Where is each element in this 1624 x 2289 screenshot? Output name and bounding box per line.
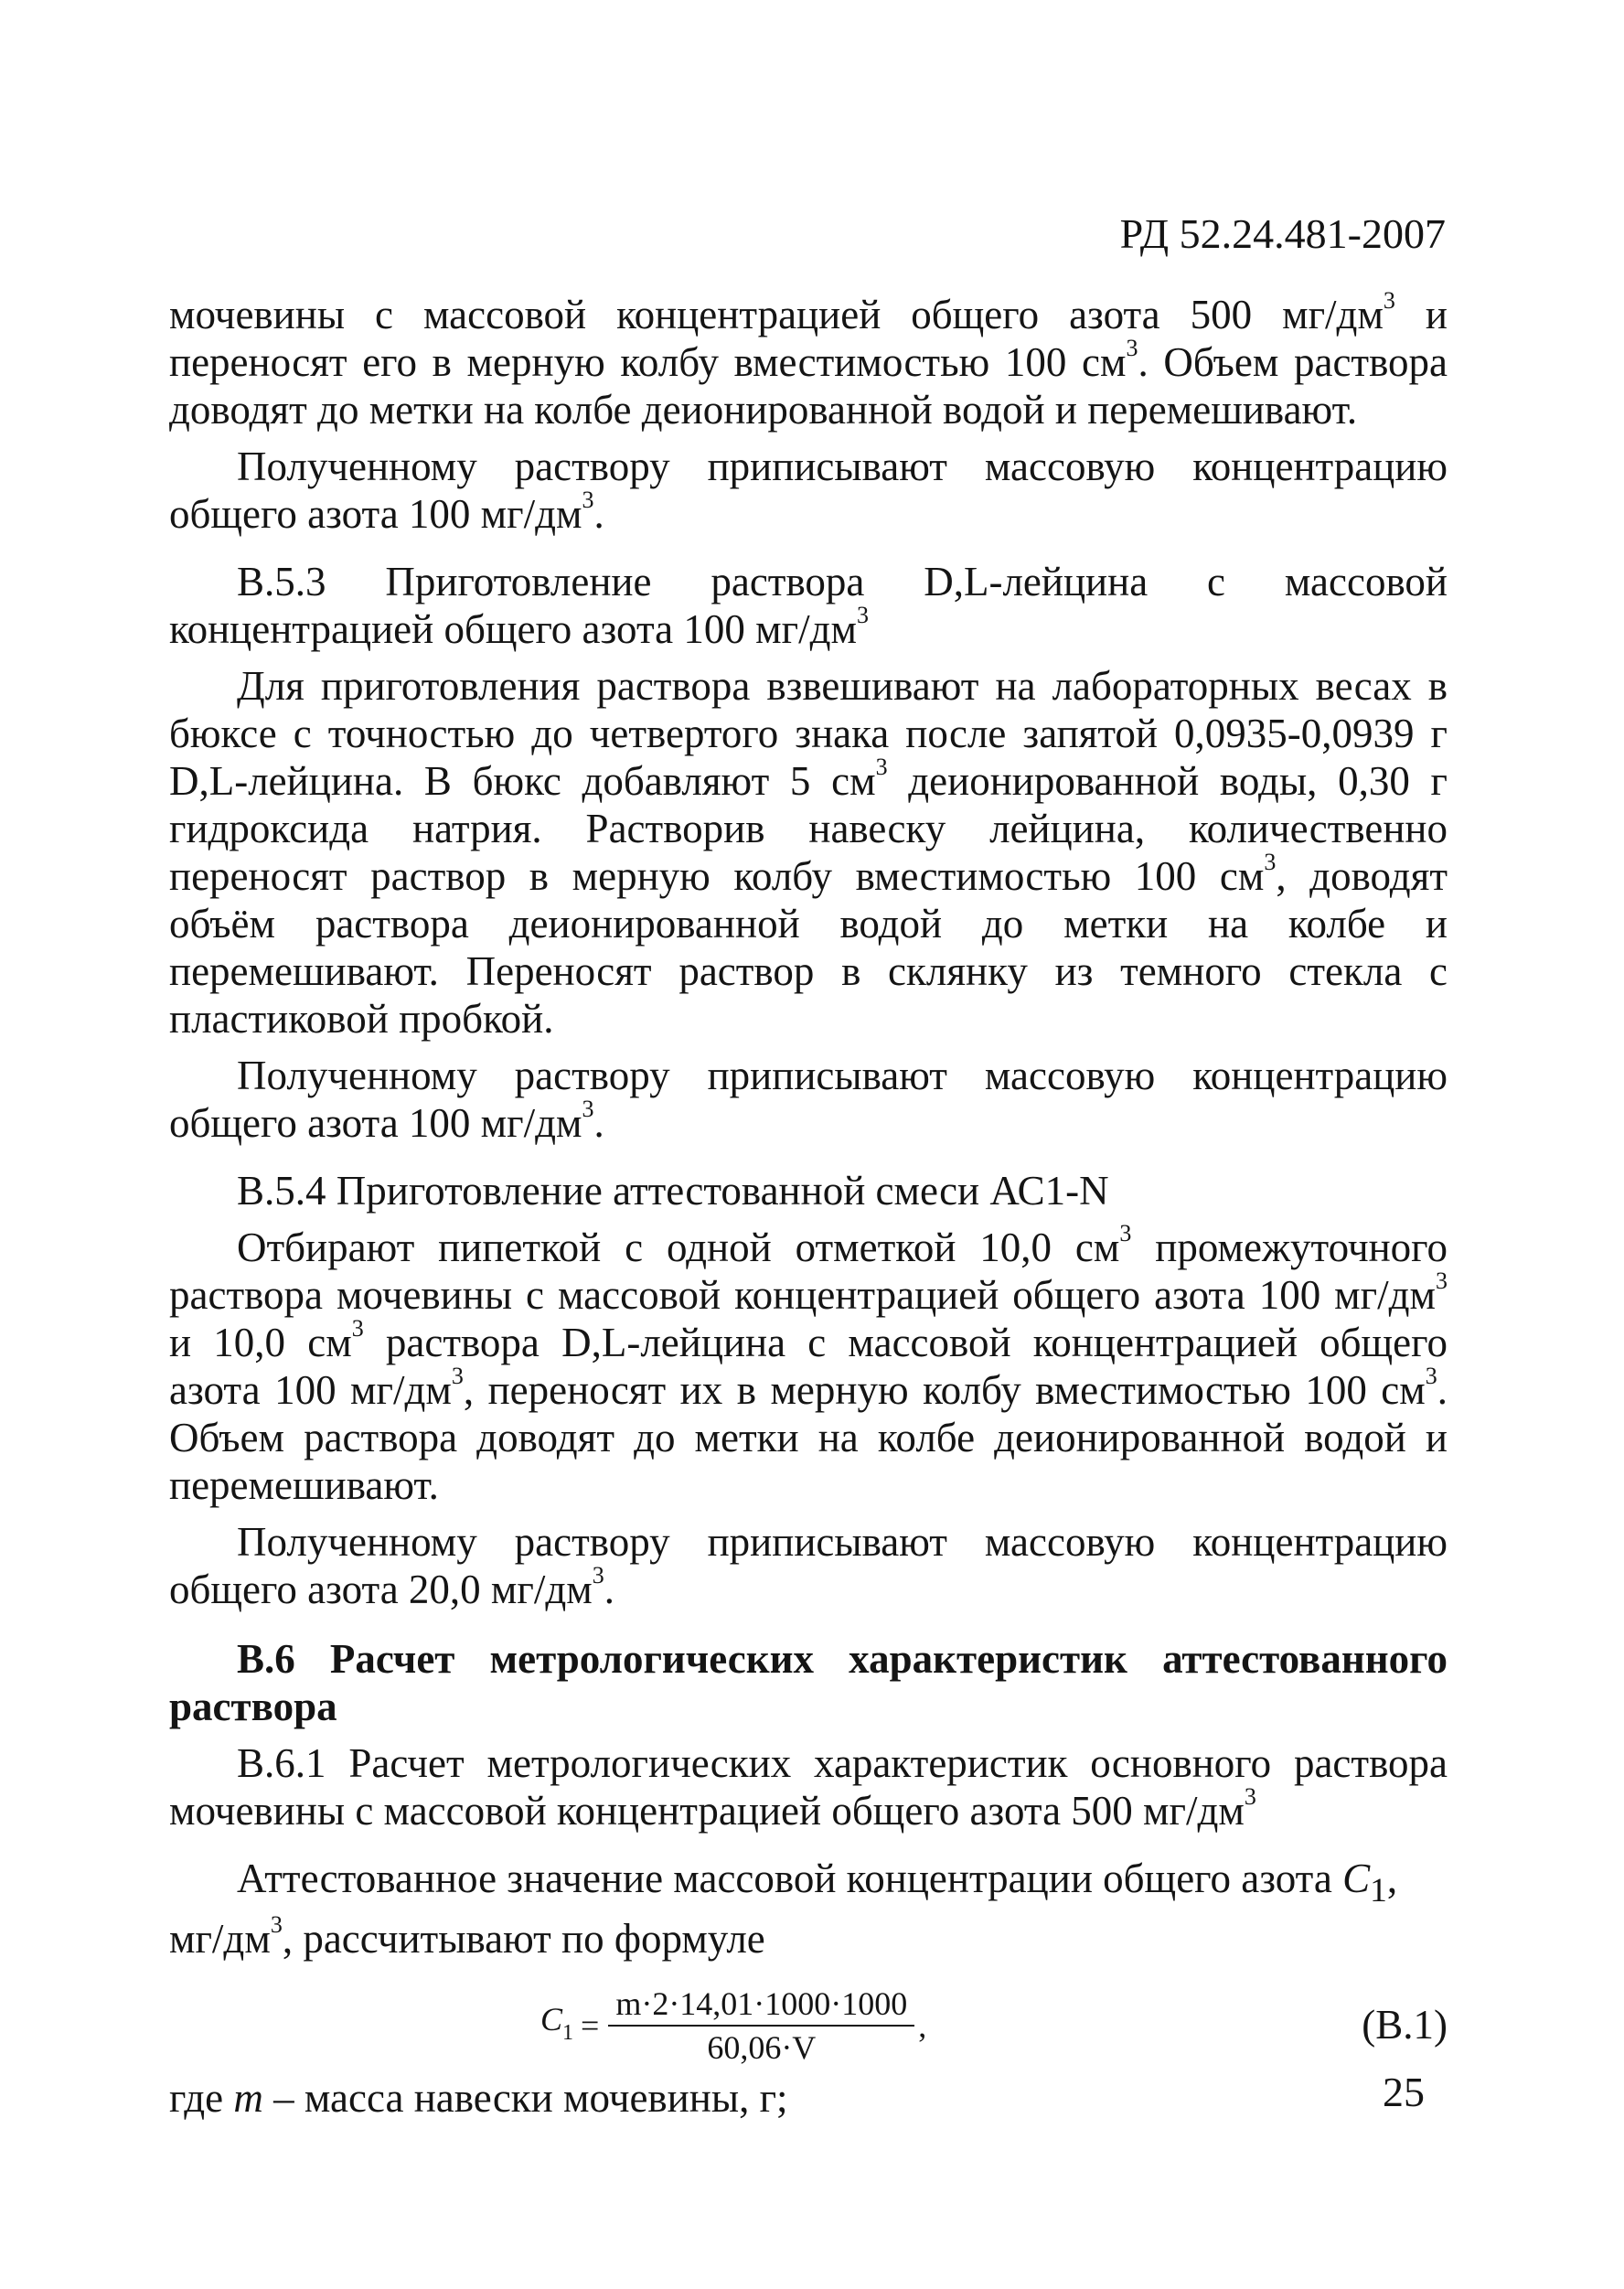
text-run: , доводят объём раствора деионированной водой до метки на колбе и перемешивают. Переносят раствор в склянку из темного стекла с пластиковой пробкой. <box>169 853 1448 1042</box>
formula-comma: , <box>918 2007 927 2044</box>
subscript: 1 <box>1370 1872 1387 1909</box>
document-code: РД 52.24.481-2007 <box>1119 210 1446 257</box>
formula-number: (В.1) <box>1362 2002 1448 2048</box>
superscript: 3 <box>1436 1268 1448 1294</box>
text-run: Полученному раствору приписывают массовую концентрацию общего азота 100 мг/дм <box>169 1053 1448 1146</box>
superscript: 3 <box>582 1096 594 1122</box>
text-run: раствора D,L-лейцина с массовой концентрацией общего азота 100 мг/дм <box>169 1320 1448 1413</box>
subsection-heading-b53 <box>169 558 1448 653</box>
superscript: 3 <box>1119 1220 1132 1246</box>
text-run: . Объем раствора доводят до метки на колбе деионированной водой и перемешивают. <box>169 339 1448 433</box>
paragraph-continuation <box>169 287 1448 433</box>
paragraph-b53-result <box>169 1052 1448 1147</box>
text-run: Полученному раствору приписывают массовую концентрацию общего азота 20,0 мг/дм <box>169 1519 1448 1612</box>
heading-text: В.6.1 Расчет метрологических характеристик основного раствора мочевины с массовой концентрацией общего азота 500 мг/дм <box>169 1740 1448 1834</box>
text-run: и переносят его в мерную колбу вместимостью 100 см <box>169 292 1448 385</box>
formula-row <box>169 1979 1448 2074</box>
subscript: 1 <box>562 2020 574 2045</box>
text-run: . <box>604 1567 614 1612</box>
paragraph-b61-intro <box>169 1855 1448 1915</box>
text-run: мочевины с массовой концентрацией общего азота 500 мг/дм <box>169 292 1384 337</box>
formula-variable: C <box>540 2000 563 2038</box>
formula-denominator: 60,06·V <box>707 2029 817 2066</box>
text-run: Аттестованное значение массовой концентрации общего азота <box>237 1856 1343 1901</box>
superscript: 3 <box>351 1315 364 1342</box>
subsection-heading-b61 <box>169 1739 1448 1834</box>
text-run: . Объем раствора доводят до метки на колбе деионированной водой и перемешивают. <box>169 1367 1448 1508</box>
text-run: Полученному раствору приписывают массовую концентрацию общего азота 100 мг/дм <box>169 444 1448 537</box>
text-run: Для приготовления раствора взвешивают на лабораторных весах в бюксе с точностью до четвертого знака после запятой 0,0935-0,0939 г D,L-лейцина. В бюкс добавляют 5 см <box>169 663 1448 804</box>
superscript: 3 <box>270 1911 283 1938</box>
superscript: 3 <box>1264 849 1277 875</box>
superscript: 3 <box>875 754 888 780</box>
text-run: где <box>169 2075 234 2121</box>
formula-b1 <box>540 1984 926 2067</box>
text-run: , рассчитывают по формуле <box>282 1916 765 1962</box>
superscript: 3 <box>856 602 869 628</box>
text-run: промежуточного раствора мочевины с массовой концентрацией общего азота 100 мг/дм <box>169 1225 1448 1318</box>
text-run: мг/дм <box>169 1916 271 1962</box>
paragraph-b53-procedure <box>169 662 1448 1043</box>
paragraph-b54-procedure <box>169 1220 1448 1509</box>
text-run: . <box>593 1100 604 1146</box>
paragraph-b54-result <box>169 1518 1448 1613</box>
formula-equals: = <box>581 2007 600 2044</box>
superscript: 3 <box>451 1363 464 1389</box>
variable: C <box>1342 1856 1371 1901</box>
superscript: 3 <box>592 1562 604 1588</box>
paragraph-result <box>169 443 1448 538</box>
text-run: . <box>593 491 604 537</box>
paragraph-where <box>169 2074 1448 2122</box>
variable: m <box>233 2075 263 2121</box>
text-run: Отбирают пипеткой с одной отметкой 10,0 см <box>237 1225 1120 1270</box>
section-title-b6: В.6 Расчет метрологических характеристик аттестованного раствора <box>169 1636 1448 1729</box>
superscript: 3 <box>582 487 594 513</box>
text-run: – масса навески мочевины, г; <box>262 2075 788 2121</box>
heading-text: В.5.4 Приготовление аттестованной смеси АС1-N <box>237 1168 1109 1214</box>
text-run: , <box>1386 1856 1398 1901</box>
heading-text: В.5.3 Приготовление раствора D,L-лейцина с массовой концентрацией общего азота 100 мг/дм <box>169 559 1448 652</box>
formula-numerator: m·2·14,01·1000·1000 <box>608 1984 914 2027</box>
formula-lhs <box>540 1995 573 2057</box>
text-run: , переносят их в мерную колбу вместимостью 100 см <box>463 1367 1426 1413</box>
paragraph-b61-units <box>169 1911 1448 1963</box>
superscript: 3 <box>1244 1783 1256 1810</box>
formula-fraction <box>608 1984 914 2067</box>
text-run: и 10,0 см <box>169 1320 352 1365</box>
subsection-heading-b54 <box>169 1167 1448 1214</box>
superscript: 3 <box>1126 335 1138 361</box>
superscript: 3 <box>1383 287 1395 314</box>
superscript: 3 <box>1425 1363 1437 1389</box>
text-run: деионированной воды, 0,30 г гидроксида натрия. Растворив навеску лейцина, количественно переносят раствор в мерную колбу вместимостью 100 см <box>169 758 1448 899</box>
body-text <box>169 287 1448 2122</box>
page-number: 25 <box>1383 2069 1425 2115</box>
